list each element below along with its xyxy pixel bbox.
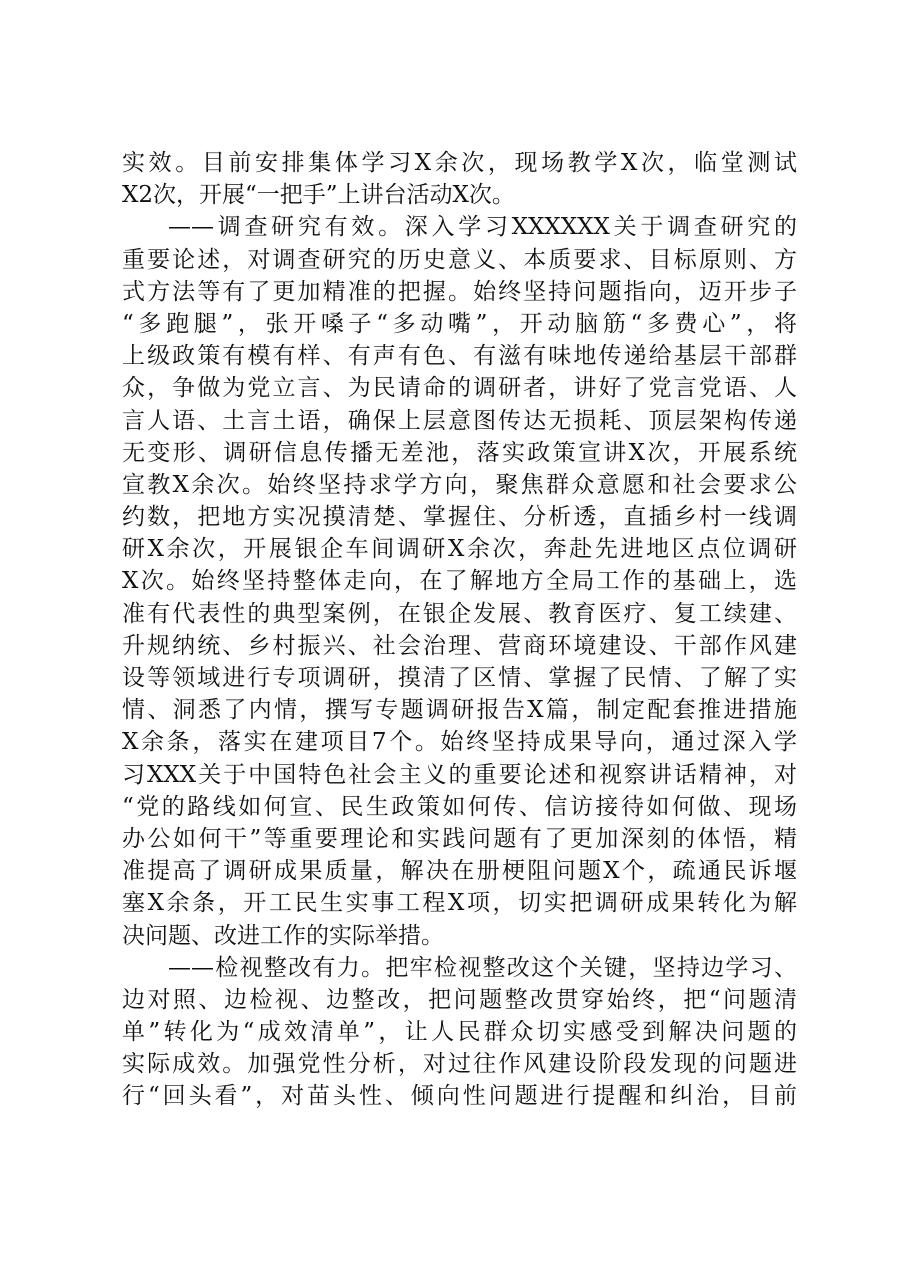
text-line: 边对照、边检视、边整改，把问题整改贯穿始终，把“问题清 — [122, 986, 797, 1013]
text-line: “党的路线如何宣、民生政策如何传、信访接待如何做、现场 — [122, 793, 797, 820]
text-line: 准有代表性的典型案例，在银企发展、教育医疗、复工续建、 — [122, 600, 797, 627]
text-line: 式方法等有了更加精准的把握。始终坚持问题指向，迈开步子 — [122, 278, 797, 305]
text-line: X2次，开展“一把手”上讲台活动X次。 — [122, 182, 515, 209]
text-line: ——调查研究有效。深入学习XXXXXX关于调查研究的 — [168, 214, 797, 241]
text-line: 实际成效。加强党性分析，对过往作风建设阶段发现的问题进 — [122, 1051, 797, 1078]
text-line: 实效。目前安排集体学习X余次，现场教学X次，临堂测试 — [122, 150, 797, 176]
text-line: 行“回头看”，对苗头性、倾向性问题进行提醒和纠治，目前 — [122, 1083, 797, 1110]
text-line: 准提高了调研成果质量，解决在册梗阻问题X个，疏通民诉堰 — [122, 858, 797, 885]
text-line: 众，争做为党立言、为民请命的调研者，讲好了党言党语、人 — [122, 375, 797, 402]
text-line: 升规纳统、乡村振兴、社会治理、营商环境建设、干部作风建 — [122, 632, 797, 659]
text-line: 研X余次，开展银企车间调研X余次，奔赴先进地区点位调研 — [122, 536, 797, 563]
text-line: 设等领域进行专项调研，摸清了区情、掌握了民情、了解了实 — [122, 665, 797, 691]
text-line: 决问题、改进工作的实际举措。 — [122, 922, 444, 949]
text-line: 约数，把地方实况摸清楚、掌握住、分析透，直插乡村一线调 — [122, 504, 797, 531]
text-line: 塞X余条，开工民生实事工程X项，切实把调研成果转化为解 — [122, 890, 797, 917]
text-line: 情、洞悉了内情，撰写专题调研报告X篇，制定配套推进措施 — [122, 697, 797, 724]
text-line: 重要论述，对调查研究的历史意义、本质要求、目标原则、方 — [122, 246, 797, 273]
text-line: 习XXX关于中国特色社会主义的重要论述和视察讲话精神，对 — [122, 761, 797, 788]
text-line: 上级政策有模有样、有声有色、有滋有味地传递给基层干部群 — [122, 343, 797, 370]
text-line: “多跑腿”，张开嗓子“多动嘴”，开动脑筋“多费心”，将 — [122, 310, 797, 337]
text-line: 无变形、调研信息传播无差池，落实政策宣讲X次，开展系统 — [122, 439, 797, 466]
text-line: 单”转化为“成效清单”，让人民群众切实感受到解决问题的 — [122, 1019, 797, 1046]
text-line: 宣教X余次。始终坚持求学方向，聚焦群众意愿和社会要求公 — [122, 471, 797, 498]
text-line: ——检视整改有力。把牢检视整改这个关键，坚持边学习、 — [168, 954, 797, 981]
text-line: 言人语、土言土语，确保上层意图传达无损耗、顶层架构传递 — [122, 407, 797, 434]
text-line: 办公如何干”等重要理论和实践问题有了更加深刻的体悟，精 — [122, 825, 797, 852]
text-line: X余条，落实在建项目7个。始终坚持成果导向，通过深入学 — [122, 729, 797, 756]
document-body — [122, 147, 797, 1113]
text-line: X次。始终坚持整体走向，在了解地方全局工作的基础上，选 — [122, 568, 797, 595]
